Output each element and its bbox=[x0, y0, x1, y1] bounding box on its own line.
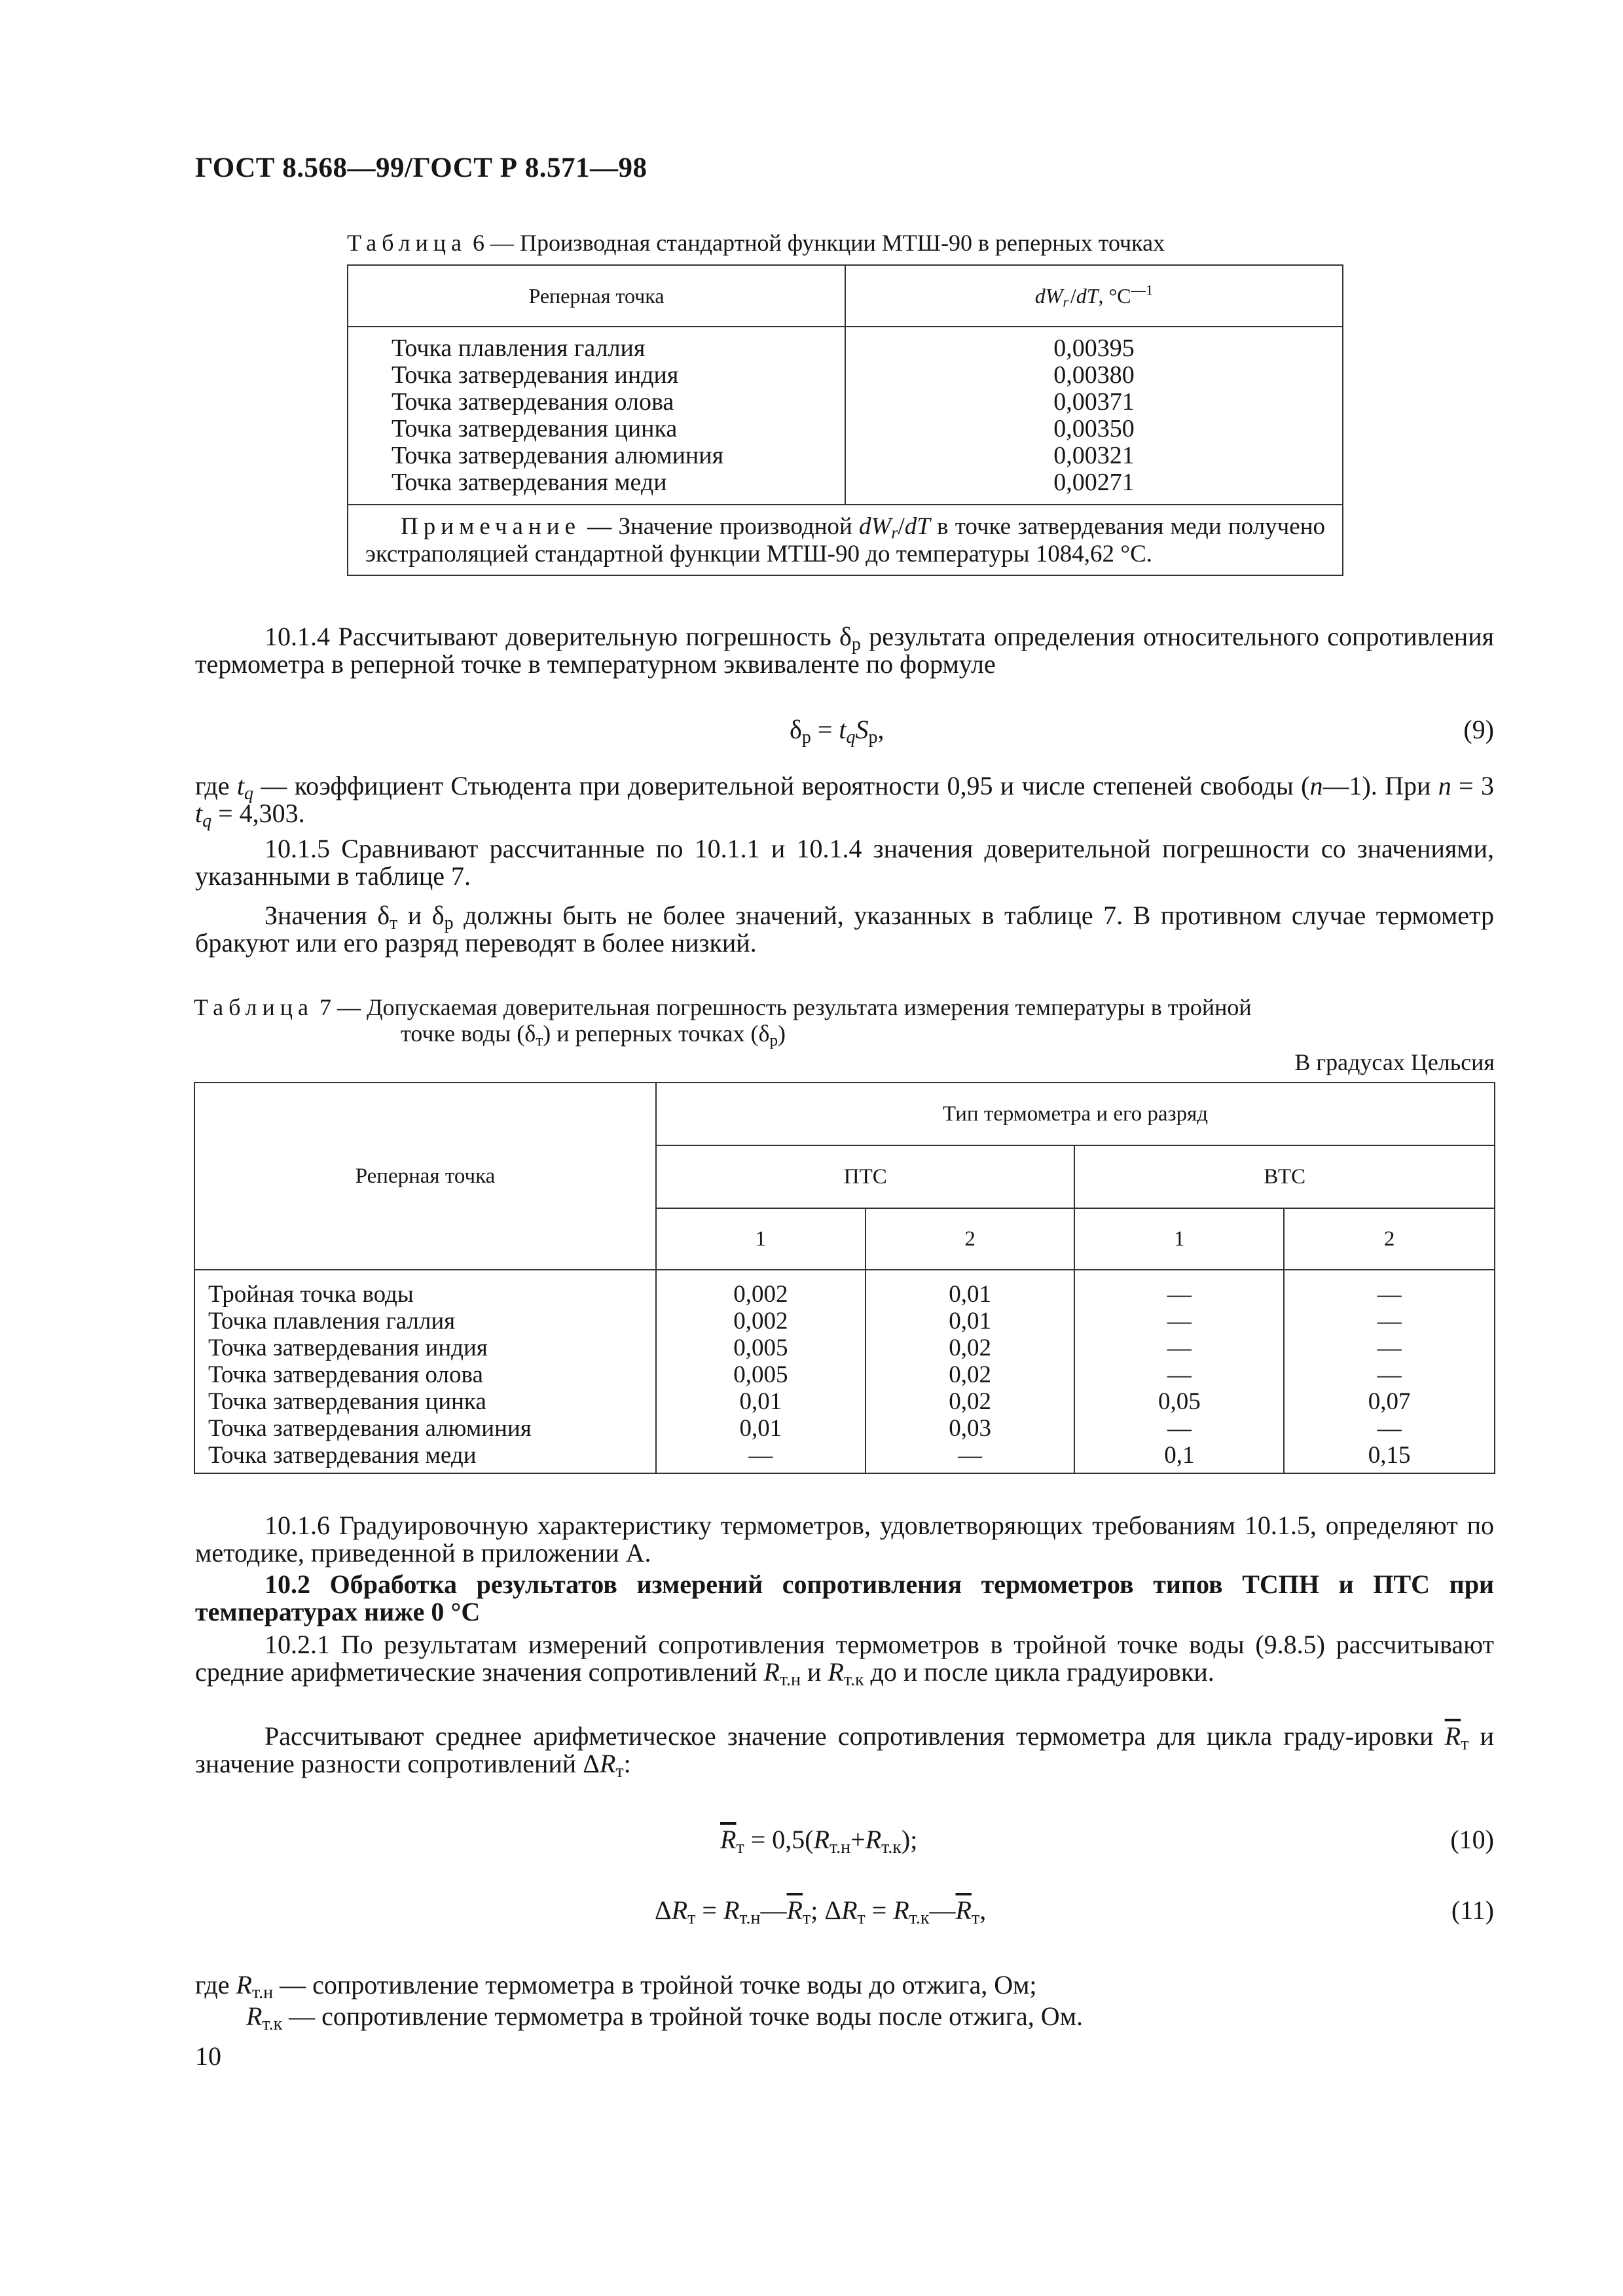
table7-cell: 0,02 bbox=[949, 1361, 991, 1388]
paragraph-values: Значения $\delta_т$ и $\delta_р$ должны быть не более значений, указанных в таблице 7. В противном случае термометр бракуют или его разряд переводят в более низкий. bbox=[195, 901, 1494, 958]
table7-grade: 1 bbox=[1074, 1208, 1284, 1270]
where-r-line1-text: — сопротивление термометра в тройной точке воды до отжига, Ом; bbox=[273, 1970, 1037, 2000]
equation-10-number: (10) bbox=[1450, 1825, 1494, 1854]
table7-cell: — bbox=[1377, 1415, 1402, 1442]
section-10-2-heading: 10.2 Обработка результатов измерений сопротивления термометров типов ТСПН и ПТС при температурах ниже 0 °С bbox=[195, 1570, 1494, 1626]
table7-caption-line1 bbox=[194, 994, 1252, 1021]
table7-row-name: Точка затвердевания индия bbox=[208, 1335, 488, 1361]
where-r-line2-text: — сопротивление термометра в тройной точке воды после отжига, Ом. bbox=[282, 2001, 1084, 2031]
table7-cell: 0,01 bbox=[949, 1308, 991, 1335]
table7-row-name: Точка затвердевания алюминия bbox=[208, 1415, 532, 1442]
equation-10: $\overline{R}_т = 0,5(R_{т.н}+R_{т.к})$; bbox=[720, 1825, 918, 1857]
table7-cell: 0,15 bbox=[1368, 1442, 1411, 1469]
table7-row-name: Точка затвердевания цинка bbox=[208, 1388, 486, 1415]
page-number: 10 bbox=[195, 2041, 221, 2071]
table7-cell: 0,002 bbox=[733, 1281, 788, 1308]
table6-row-name: Точка затвердевания алюминия bbox=[392, 442, 724, 469]
table7-cell: 0,05 bbox=[1158, 1388, 1201, 1415]
table7-group-header: Тип термометра и его разряд bbox=[656, 1083, 1495, 1145]
table7-caption-text-2c: ) bbox=[778, 1020, 786, 1047]
table6-note-text-1: — Значение производной bbox=[581, 513, 860, 540]
table6-col2-unit: , °С bbox=[1098, 283, 1131, 308]
table6-note-text-2: в точке затвердевания меди получено экстраполяцией стандартной функции МТШ-90 до температуры 1084,62 °С. bbox=[365, 513, 1325, 567]
paragraph-10-1-6: 10.1.6 Градуировочную характеристику термометров, удовлетворяющих требованиям 10.1.5, определяют по методике, приведенной в приложении А. bbox=[195, 1511, 1494, 1568]
table7-type-vts: ВТС bbox=[1074, 1145, 1495, 1208]
table6-row-name: Точка затвердевания олова bbox=[392, 388, 674, 416]
table7-row-name: Точка плавления галлия bbox=[208, 1308, 456, 1335]
table6-row-value: 0,00321 bbox=[1053, 442, 1135, 469]
table7 bbox=[194, 1082, 1495, 1474]
table6-row-name: Точка плавления галлия bbox=[392, 334, 646, 362]
table7-caption-line2: точке воды $(\delta_т)$ и реперных точках $(\delta_р)$ bbox=[401, 1020, 786, 1050]
p-mean-c: : bbox=[623, 1749, 631, 1778]
table6-values bbox=[845, 327, 1343, 505]
table7-units: В градусах Цельсия bbox=[1294, 1049, 1495, 1075]
table6-caption bbox=[347, 229, 1165, 257]
equation-11: $\Delta R_т$ = $R_{т.н}—\overline{R}_т$; $\Delta R_т$ = $R_{т.к}—\overline{R}_т$, bbox=[655, 1895, 987, 1928]
table7-cell: 0,02 bbox=[949, 1388, 991, 1415]
table6-row-value: 0,00271 bbox=[1053, 469, 1135, 496]
table6-row-value: 0,00395 bbox=[1053, 334, 1135, 362]
where-tq: где $t_q$ — коэффициент Стьюдента при доверительной вероятности 0,95 и числе степеней свободы (n—1). При n = 3 $t_q = 4,303$. bbox=[195, 771, 1495, 831]
table7-col-pts1 bbox=[656, 1270, 866, 1473]
table6-caption-text: 6 — Производная стандартной функции МТШ-90 в реперных точках bbox=[472, 230, 1165, 256]
p-10-2-1-b: и bbox=[800, 1657, 828, 1687]
table7-col-vts1 bbox=[1074, 1270, 1284, 1473]
table6-row-value: 0,00380 bbox=[1053, 361, 1135, 389]
table7-grade: 2 bbox=[866, 1208, 1075, 1270]
table7-cell: — bbox=[1377, 1361, 1402, 1388]
p-values-b: и δ bbox=[397, 901, 445, 930]
table7-row-name: Тройная точка воды bbox=[208, 1281, 414, 1308]
table7-cell: 0,01 bbox=[739, 1415, 782, 1442]
p-10-2-1-c: до и после цикла градуировки. bbox=[864, 1657, 1214, 1687]
p-10-2-1-a: 10.2.1 По результатам измерений сопротивления термометров в тройной точке воды (9.8.5) рассчитывают средние арифметические значения сопротивлений bbox=[195, 1630, 1494, 1687]
table6-names bbox=[348, 327, 845, 505]
table6-row-value: 0,00371 bbox=[1053, 388, 1135, 416]
p-10-1-4-text-after: результата определения относительного сопротивления термометра в реперной точке в температурном эквиваленте по формуле bbox=[195, 622, 1494, 679]
table7-names bbox=[194, 1270, 656, 1473]
equation-11-number: (11) bbox=[1451, 1895, 1494, 1925]
table7-caption-text-1: 7 — Допускаемая доверительная погрешность результата измерения температуры в тройной bbox=[319, 994, 1252, 1020]
where-tq-text-b: —1). При bbox=[1322, 771, 1438, 800]
table7-cell: 0,02 bbox=[949, 1335, 991, 1361]
where-tq-text: — коэффициент Стьюдента при доверительной вероятности 0,95 и числе степеней свободы ( bbox=[253, 771, 1310, 800]
table6 bbox=[347, 264, 1343, 576]
table6-caption-prefix: Таблица bbox=[347, 230, 467, 256]
table7-cell: — bbox=[1377, 1335, 1402, 1361]
table6-col2-header: $dW_r$ /dT, $^\circ С^{—1}$ bbox=[845, 265, 1343, 327]
table7-cell: — bbox=[1167, 1281, 1192, 1308]
table7-cell: 0,002 bbox=[733, 1308, 788, 1335]
table7-col-vts2 bbox=[1284, 1270, 1495, 1473]
paragraph-10-2-1: 10.2.1 По результатам измерений сопротивления термометров в тройной точке воды (9.8.5) рассчитывают средние арифметические значения сопротивлений $R_{т.н}$ и $R_{т.к}$ до и после цикла градуировки. bbox=[195, 1630, 1494, 1690]
equation-9: $\delta_р = t_qS_р$, bbox=[790, 715, 884, 747]
table7-cell: 0,005 bbox=[733, 1335, 788, 1361]
table7-cell: — bbox=[1167, 1335, 1192, 1361]
paragraph-10-1-4: 10.1.4 Рассчитывают доверительную погрешность $\delta_р$ результата определения относительного сопротивления термометра в реперной точке в температурном эквиваленте по формуле bbox=[195, 622, 1494, 679]
table6-note-label: Примечание bbox=[401, 513, 581, 540]
where-r-line2: $R_{т.к}$ — сопротивление термометра в тройной точке воды после отжига, Ом. bbox=[246, 2001, 1084, 2034]
table7-cell: — bbox=[958, 1442, 983, 1469]
table7-cell: — bbox=[748, 1442, 773, 1469]
table7-cell: 0,01 bbox=[949, 1281, 991, 1308]
where-tq-text-c: = 3 bbox=[1451, 771, 1495, 800]
table7-cell: — bbox=[1167, 1361, 1192, 1388]
table7-cell: 0,1 bbox=[1164, 1442, 1195, 1469]
table7-cell: 0,03 bbox=[949, 1415, 991, 1442]
table7-cell: 0,07 bbox=[1368, 1388, 1411, 1415]
table7-col-header: Реперная точка bbox=[194, 1083, 656, 1270]
table7-cell: — bbox=[1377, 1308, 1402, 1335]
table7-row-name: Точка затвердевания меди bbox=[208, 1442, 477, 1469]
table7-cell: — bbox=[1377, 1281, 1402, 1308]
where-tq-intro: где bbox=[195, 771, 237, 800]
table7-col-pts2 bbox=[866, 1270, 1075, 1473]
table6-note: Примечание — Значение производной $dW_r/dT$ в точке затвердевания меди получено экстраполяцией стандартной функции МТШ-90 до температуры 1084,62 °С. bbox=[348, 505, 1343, 575]
equation-9-number: (9) bbox=[1463, 715, 1494, 744]
table6-row-name: Точка затвердевания индия bbox=[392, 361, 679, 389]
paragraph-10-1-5: 10.1.5 Сравнивают рассчитанные по 10.1.1 и 10.1.4 значения доверительной погрешности со значениями, указанными в таблице 7. bbox=[195, 834, 1494, 891]
p-10-1-4-text: 10.1.4 Рассчитывают доверительную погрешность δ bbox=[264, 622, 852, 651]
table7-cell: 0,01 bbox=[739, 1388, 782, 1415]
table7-row-name: Точка затвердевания олова bbox=[208, 1361, 483, 1388]
document-header: ГОСТ 8.568—99/ГОСТ Р 8.571—98 bbox=[195, 152, 647, 183]
table6-col1-header: Реперная точка bbox=[348, 265, 845, 327]
table7-grade: 1 bbox=[656, 1208, 866, 1270]
table6-row-value: 0,00350 bbox=[1053, 415, 1135, 442]
p-values-c: должны быть не более значений, указанных в таблице 7. В противном случае термометр бракуют или его разряд переводят в более низкий. bbox=[195, 901, 1494, 958]
p-mean-b: и значение разности сопротивлений Δ bbox=[195, 1721, 1494, 1778]
where-tq-text-d: = 4,303. bbox=[211, 798, 305, 828]
table7-type-pts: ПТС bbox=[656, 1145, 1074, 1208]
table7-grade: 2 bbox=[1284, 1208, 1495, 1270]
table7-caption-text-2a: точке воды (δ bbox=[401, 1020, 536, 1047]
table7-cell: 0,005 bbox=[733, 1361, 788, 1388]
table6-row-name: Точка затвердевания меди bbox=[392, 469, 667, 496]
p-values-a: Значения δ bbox=[264, 901, 390, 930]
table7-cell: — bbox=[1167, 1308, 1192, 1335]
table7-caption-text-2b: ) и реперных точках (δ bbox=[543, 1020, 770, 1047]
table6-row-name: Точка затвердевания цинка bbox=[392, 415, 678, 442]
p-mean-a: Рассчитывают среднее арифметическое значение сопротивления термометра для цикла граду-ировки bbox=[264, 1721, 1445, 1751]
paragraph-mean: Рассчитывают среднее арифметическое значение сопротивления термометра для цикла граду-ировки $\overline{R}_т$ и значение разности сопротивлений $\Delta R_т$: bbox=[195, 1721, 1494, 1782]
table7-cell: — bbox=[1167, 1415, 1192, 1442]
where-r-line1: где $R_{т.н}$ — сопротивление термометра в тройной точке воды до отжига, Ом; bbox=[195, 1970, 1037, 2003]
table7-caption-prefix: Таблица bbox=[194, 994, 314, 1020]
